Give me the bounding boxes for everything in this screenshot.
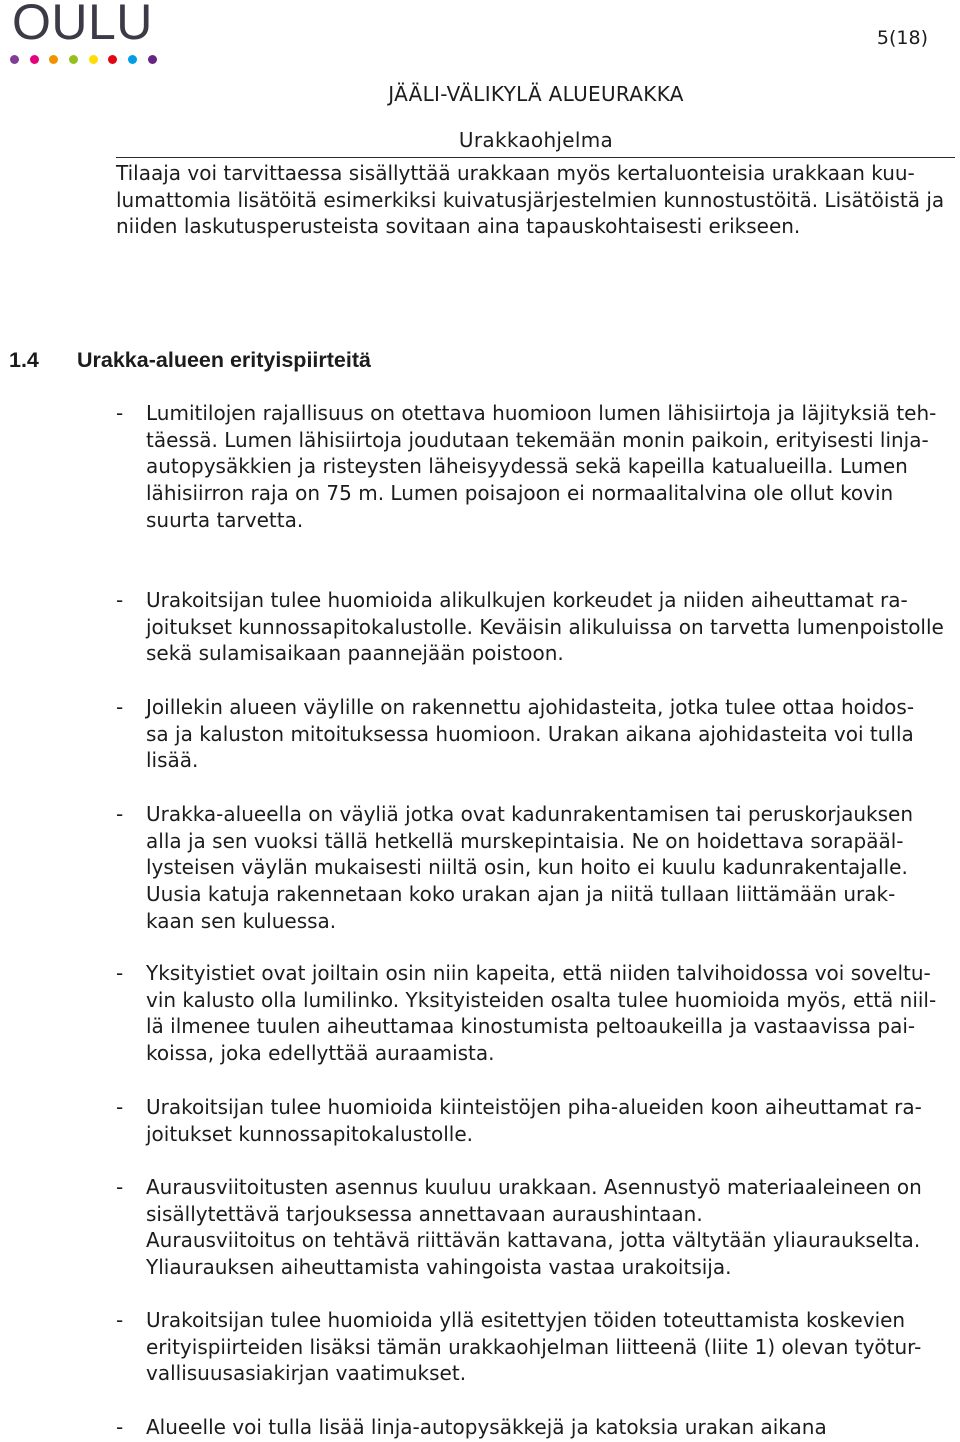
- logo-dot: [128, 55, 137, 64]
- bullet-line: Yliaurauksen aiheuttamista vahingoista vastaa urakoitsija.: [146, 1255, 732, 1280]
- bullet-line: joitukset kunnossapitokalustolle.: [146, 1121, 474, 1146]
- logo-dot: [69, 55, 78, 64]
- bullet-line: lysteisen väylän mukaisesti niiltä osin, kun hoito ei kuulu kadunrakentajalle.: [146, 855, 908, 880]
- oulu-logo: OULU: [12, 0, 153, 50]
- bullet-line: alla ja sen vuoksi tällä hetkellä murskepintaisia. Ne on hoidettava sorapääl-: [146, 828, 904, 853]
- bullet-dash: -: [116, 695, 124, 719]
- logo-dots: [10, 55, 157, 65]
- intro-line: lumattomia lisätöitä esimerkiksi kuivatusjärjestelmien kunnostustöitä. Lisätöistä ja: [116, 187, 945, 212]
- bullet-line: joitukset kunnossapitokalustolle. Keväisin alikuluissa on tarvetta lumenpoistolle: [146, 614, 944, 639]
- bullet-text: [146, 801, 913, 935]
- bullet-dash: -: [116, 401, 124, 425]
- logo-dot: [10, 55, 19, 64]
- bullet-line: lä ilmenee tuulen aiheuttamaa kinostumista peltoaukeilla ja vastaavissa pai-: [146, 1014, 916, 1039]
- bullet-line: Aurausviitoitus on tehtävä riittävän kattavana, jotta vältytään yliauraukselta.: [146, 1228, 921, 1253]
- document-title: Urakkaohjelma: [458, 128, 614, 152]
- bullet-line: koissa, joka edellyttää auraamista.: [146, 1041, 495, 1066]
- bullet-line: suurta tarvetta.: [146, 507, 304, 532]
- bullet-line: Uusia katuja rakennetaan koko urakan ajan ja niitä tullaan liittämään urak-: [146, 882, 896, 907]
- header-divider: [116, 157, 955, 158]
- bullet-line: vallisuusasiakirjan vaatimukset.: [146, 1361, 467, 1386]
- intro-line: niiden laskutusperusteista sovitaan aina tapauskohtaisesti erikseen.: [116, 214, 801, 239]
- bullet-line: Urakoitsijan tulee huomioida alikulkujen korkeudet ja niiden aiheuttamat ra-: [146, 588, 908, 612]
- logo-dot: [89, 55, 98, 64]
- page-number: 5(18): [876, 27, 928, 49]
- bullet-line: Aurausviitoitusten asennus kuuluu urakkaan. Asennustyö materiaaleineen on: [146, 1175, 922, 1199]
- bullet-line: autopysäkkien ja risteysten läheisyydessä sekä kapeilla katualueilla. Lumen: [146, 454, 908, 479]
- bullet-line: Urakka-alueella on väyliä jotka ovat kadunrakentamisen tai peruskorjauksen: [146, 802, 914, 826]
- intro-line: Tilaaja voi tarvittaessa sisällyttää urakkaan myös kertaluonteisia urakkaan kuu-: [116, 161, 915, 185]
- bullet-dash: -: [116, 1308, 124, 1332]
- bullet-text: [146, 1414, 827, 1441]
- bullet-line: erityispiirteiden lisäksi tämän urakkaohjelman liitteenä (liite 1) olevan työtur-: [146, 1334, 922, 1359]
- bullet-line: Urakoitsijan tulee huomioida yllä esitettyjen töiden toteuttamista koskevien: [146, 1308, 906, 1332]
- bullet-line: sekä sulamisaikaan paannejään poistoon.: [146, 641, 564, 666]
- bullet-line: Urakoitsijan tulee huomioida kiinteistöjen piha-alueiden koon aiheuttamat ra-: [146, 1095, 922, 1119]
- intro-paragraph: [116, 160, 944, 240]
- bullet-text: [146, 694, 914, 774]
- bullet-line: lähisiirron raja on 75 m. Lumen poisajoon ei normaalitalvina ole ollut kovin: [146, 481, 894, 506]
- project-title: JÄÄLI-VÄLIKYLÄ ALUEURAKKA: [388, 82, 684, 106]
- bullet-line: Alueelle voi tulla lisää linja-autopysäkkejä ja katoksia urakan aikana: [146, 1415, 827, 1439]
- bullet-line: sisällytettävä tarjouksessa annettavaan auraushintaan.: [146, 1201, 703, 1226]
- bullet-text: [146, 1094, 922, 1147]
- bullet-text: [146, 960, 936, 1067]
- section-number: 1.4: [9, 348, 39, 372]
- bullet-dash: -: [116, 1415, 124, 1439]
- bullet-text: [146, 587, 944, 667]
- bullet-text: [146, 1174, 922, 1281]
- bullet-text: [146, 400, 936, 534]
- bullet-line: lisää.: [146, 748, 199, 773]
- logo-dot: [108, 55, 117, 64]
- logo-dot: [49, 55, 58, 64]
- bullet-dash: -: [116, 1175, 124, 1199]
- bullet-dash: -: [116, 961, 124, 985]
- bullet-line: Lumitilojen rajallisuus on otettava huomioon lumen lähisiirtoja ja läjityksiä teh-: [146, 401, 937, 425]
- bullet-line: täessä. Lumen lähisiirtoja joudutaan tekemään monin paikoin, erityisesti linja-: [146, 427, 929, 452]
- logo-dot: [30, 55, 39, 64]
- bullet-line: Yksityistiet ovat joiltain osin niin kapeita, että niiden talvihoidossa voi soveltu-: [146, 961, 931, 985]
- section-title: Urakka-alueen erityispiirteitä: [77, 348, 371, 372]
- bullet-line: kaan sen kuluessa.: [146, 908, 337, 933]
- bullet-dash: -: [116, 588, 124, 612]
- bullet-text: [146, 1307, 921, 1387]
- logo-dot: [148, 55, 157, 64]
- bullet-dash: -: [116, 1095, 124, 1119]
- bullet-line: Joillekin alueen väylille on rakennettu ajohidasteita, jotka tulee ottaa hoidos-: [146, 695, 915, 719]
- bullet-line: sa ja kaluston mitoituksessa huomioon. Urakan aikana ajohidasteita voi tulla: [146, 721, 914, 746]
- bullet-line: vin kalusto olla lumilinko. Yksityisteiden osalta tulee huomioida myös, että niil-: [146, 987, 937, 1012]
- bullet-dash: -: [116, 802, 124, 826]
